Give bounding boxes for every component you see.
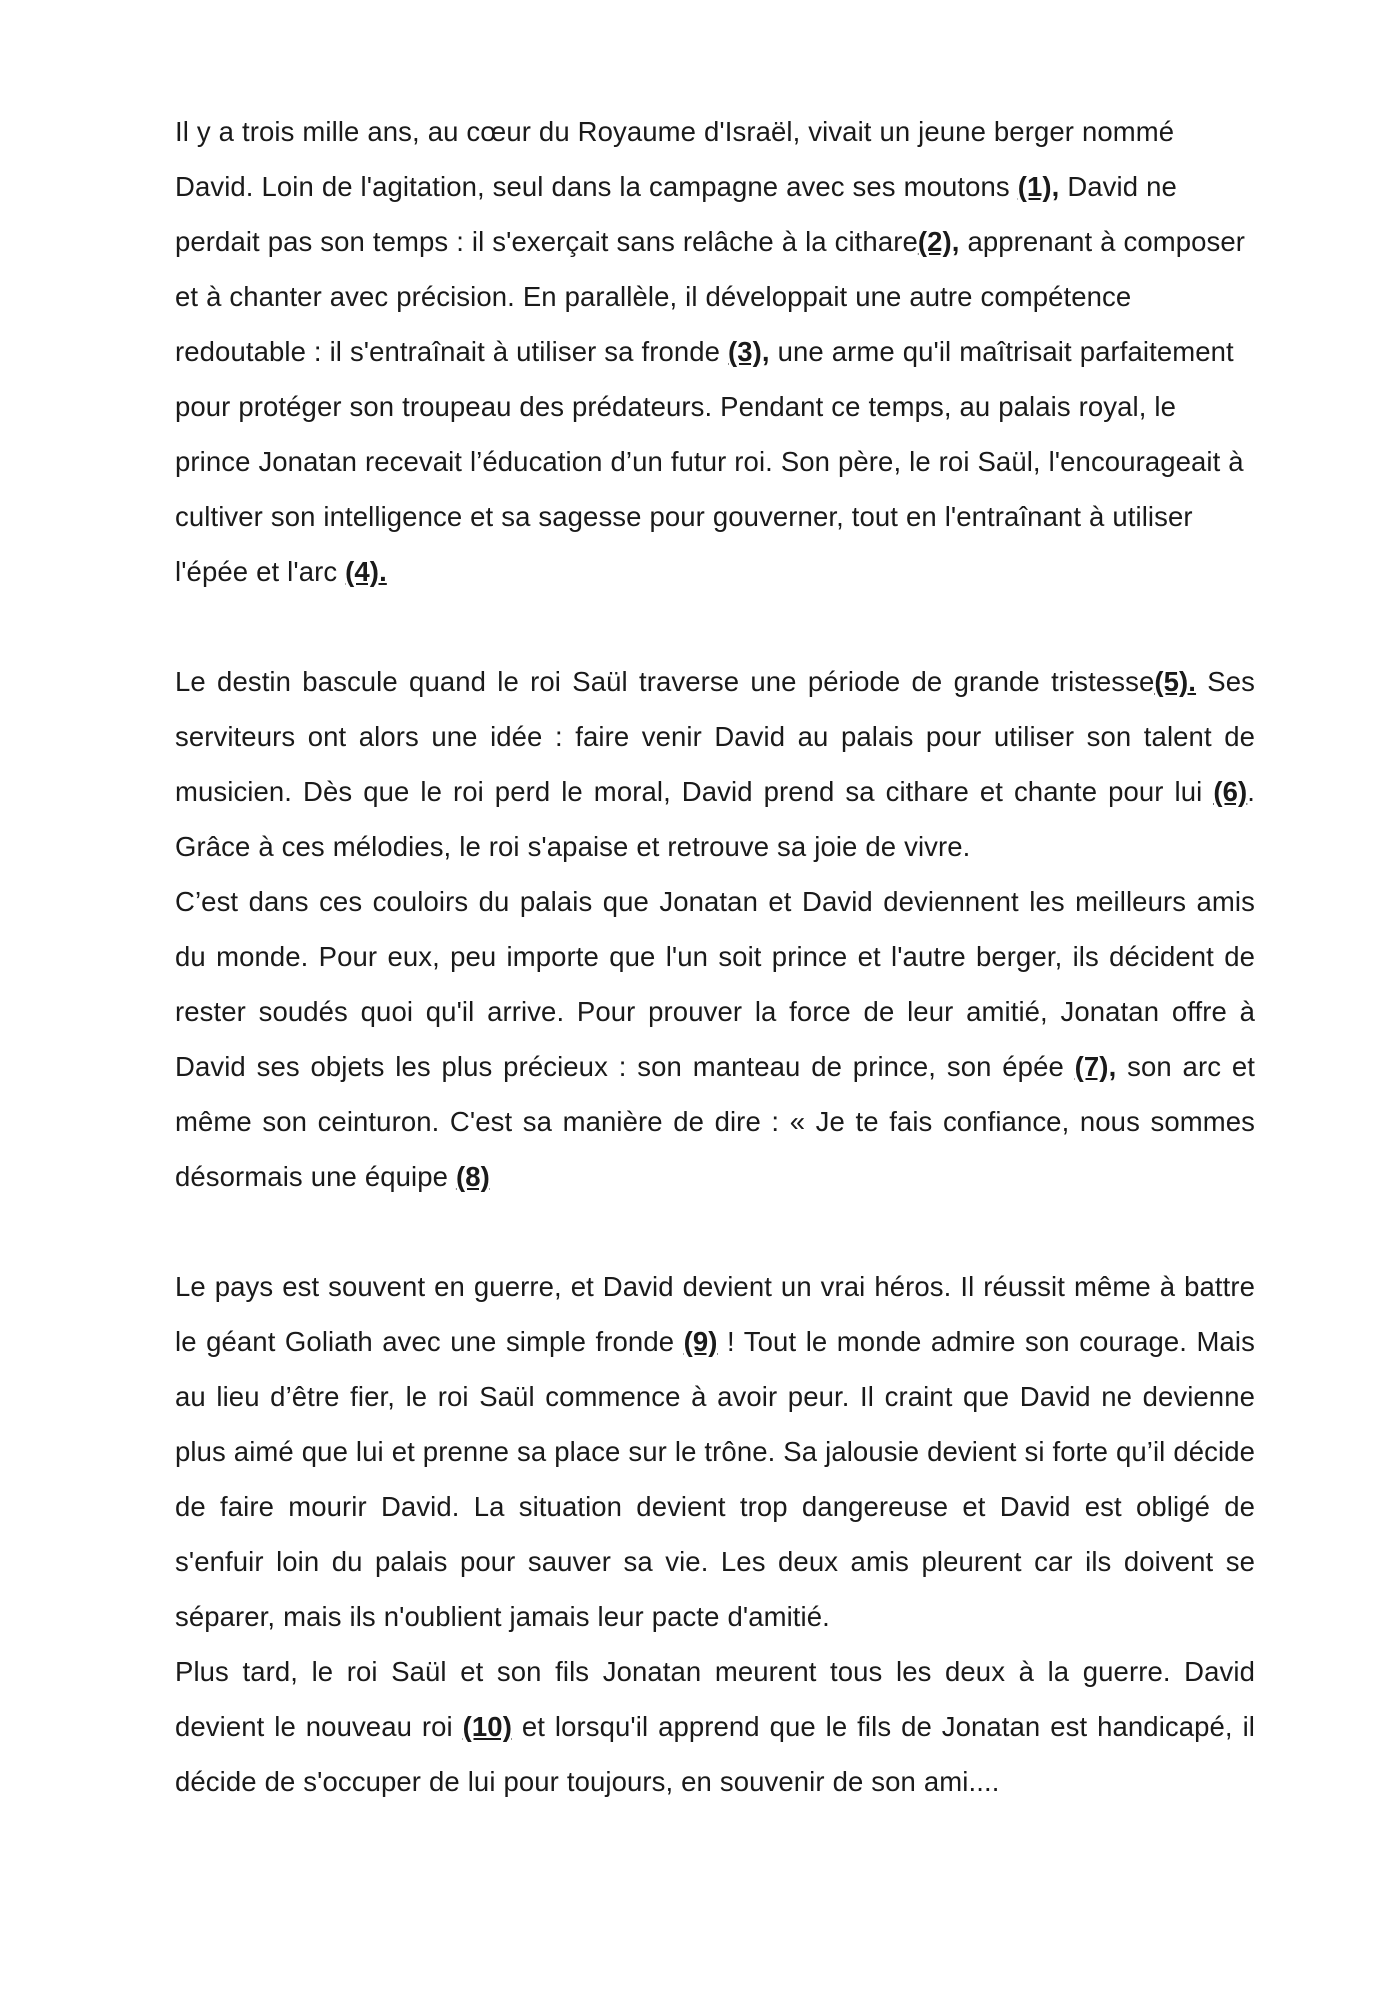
paragraph-3 bbox=[175, 874, 1255, 1204]
annotation-reference: (8) bbox=[455, 1161, 490, 1192]
annotation-reference: (2), bbox=[917, 226, 960, 257]
paragraph-text: David ne perdait pas son temps : il s'exerçait sans relâche à la cithare bbox=[175, 171, 1177, 257]
paragraph-spacer-2 bbox=[175, 1204, 1255, 1259]
annotation-reference: (10) bbox=[462, 1711, 512, 1742]
annotation-reference: (5). bbox=[1154, 666, 1197, 697]
paragraph-text: Il y a trois mille ans, au cœur du Royaume d'Israël, vivait un jeune berger nommé David. Loin de l'agitation, seul dans la campagne avec ses moutons bbox=[175, 116, 1175, 202]
paragraph-text: Plus tard, le roi Saül et son fils Jonatan meurent tous les deux à la guerre. David devient le nouveau roi bbox=[175, 1656, 1255, 1742]
annotation-reference: (1), bbox=[1017, 171, 1060, 202]
annotation-reference: (3), bbox=[728, 336, 770, 367]
paragraph-text: apprenant à composer et à chanter avec précision. En parallèle, il développait une autre compétence redoutable : il s'entraînait à utiliser sa fronde bbox=[175, 226, 1246, 367]
paragraph-text: C’est dans ces couloirs du palais que Jonatan et David deviennent les meilleurs amis du monde. Pour eux, peu importe que l'un soit prince et l'autre berger, ils décident de rester soudés quoi qu'il arrive. Pour prouver la force de leur amitié, Jonatan offre à David ses objets les plus précieux : son manteau de prince, son épée bbox=[175, 886, 1255, 1082]
annotation-reference: (6) bbox=[1213, 776, 1248, 807]
annotation-reference: (9) bbox=[683, 1326, 718, 1357]
paragraph-2 bbox=[175, 654, 1255, 874]
annotation-reference: (4). bbox=[345, 556, 387, 587]
document-body bbox=[145, 104, 1255, 1809]
paragraph-1 bbox=[175, 104, 1255, 599]
paragraph-text: Le pays est souvent en guerre, et David devient un vrai héros. Il réussit même à battre le géant Goliath avec une simple fronde bbox=[175, 1271, 1255, 1357]
paragraph-spacer-1 bbox=[175, 599, 1255, 654]
annotation-reference: (7), bbox=[1074, 1051, 1117, 1082]
paragraph-text: une arme qu'il maîtrisait parfaitement pour protéger son troupeau des prédateurs. Pendant ce temps, au palais royal, le prince Jonatan recevait l’éducation d’un futur roi. Son père, le roi Saül, l'encourageait à cultiver son intelligence et sa sagesse pour gouverner, tout en l'entraînant à utiliser l'épée et l'arc bbox=[175, 336, 1244, 587]
paragraph-text: et lorsqu'il apprend que le fils de Jonatan est handicapé, il décide de s'occuper de lui pour toujours, en souvenir de son ami.... bbox=[175, 1711, 1255, 1797]
paragraph-5 bbox=[175, 1644, 1255, 1809]
paragraph-text: Ses serviteurs ont alors une idée : faire venir David au palais pour utiliser son talent de musicien. Dès que le roi perd le moral, David prend sa cithare et chante pour lui bbox=[175, 666, 1255, 807]
paragraph-text: Le destin bascule quand le roi Saül traverse une période de grande tristesse bbox=[175, 666, 1155, 697]
paragraph-text: son arc et même son ceinturon. C'est sa manière de dire : « Je te fais confiance, nous sommes désormais une équipe bbox=[175, 1051, 1255, 1192]
paragraph-4 bbox=[175, 1259, 1255, 1644]
paragraph-text: . Grâce à ces mélodies, le roi s'apaise et retrouve sa joie de vivre. bbox=[175, 776, 1255, 862]
paragraph-text: ! Tout le monde admire son courage. Mais au lieu d’être fier, le roi Saül commence à avoir peur. Il craint que David ne devienne plus aimé que lui et prenne sa place sur le trône. Sa jalousie devient si forte qu’il décide de faire mourir David. La situation devient trop dangereuse et David est obligé de s'enfuir loin du palais pour sauver sa vie. Les deux amis pleurent car ils doivent se séparer, mais ils n'oublient jamais leur pacte d'amitié. bbox=[175, 1326, 1255, 1632]
